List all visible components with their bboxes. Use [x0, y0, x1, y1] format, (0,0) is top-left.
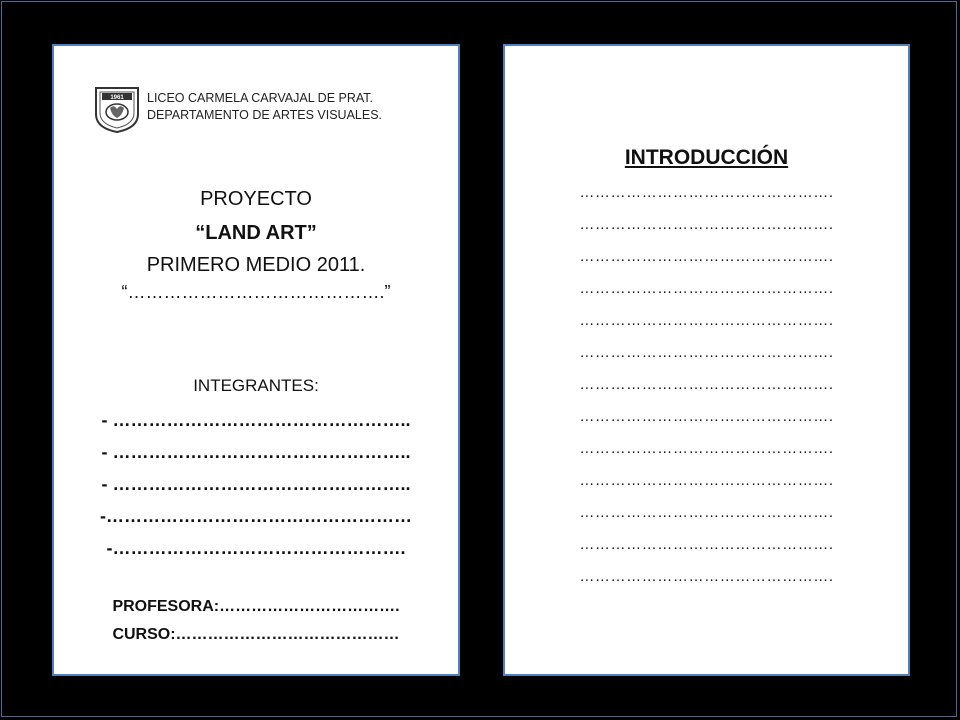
teacher-line: PROFESORA:…………………………….: [112, 598, 400, 615]
school-name: LICEO CARMELA CARVAJAL DE PRAT.: [147, 91, 373, 105]
members-label: INTEGRANTES:: [193, 376, 319, 395]
intro-line-12: ………………………………………….: [579, 536, 834, 553]
school-header: [147, 90, 382, 124]
intro-line-1: ………………………………………….: [579, 184, 834, 201]
project-name: “LAND ART”: [195, 222, 317, 244]
school-crest-icon: [92, 84, 142, 134]
subtitle-placeholder: “…………………………………….”: [121, 282, 391, 302]
intro-line-5: ………………………………………….: [579, 312, 834, 329]
intro-line-2: ………………………………………….: [579, 216, 834, 233]
member-line-1: - …………………………………………..: [101, 410, 411, 430]
intro-line-9: ………………………………………….: [579, 440, 834, 457]
member-line-5: -………………………………………….: [106, 538, 406, 558]
member-line-2: - …………………………………………..: [101, 442, 411, 462]
department-name: DEPARTAMENTO DE ARTES VISUALES.: [147, 108, 383, 122]
introduction-title: INTRODUCCIÓN: [624, 146, 789, 169]
intro-line-11: ………………………………………….: [579, 504, 834, 521]
introduction-page: [503, 44, 910, 676]
intro-line-4: ………………………………………….: [579, 280, 834, 297]
crest-year: 1961: [110, 95, 124, 101]
project-label: PROYECTO: [200, 188, 312, 210]
intro-line-7: ………………………………………….: [579, 376, 834, 393]
member-line-4: -……………………………………………: [100, 506, 412, 526]
cover-page: [52, 44, 460, 676]
intro-line-10: ………………………………………….: [579, 472, 834, 489]
intro-line-13: ………………………………………….: [579, 568, 834, 585]
intro-line-3: ………………………………………….: [579, 248, 834, 265]
grade-year: PRIMERO MEDIO 2011.: [146, 254, 366, 276]
intro-line-8: ………………………………………….: [579, 408, 834, 425]
member-line-3: - …………………………………………..: [101, 474, 411, 494]
course-line: CURSO:……………………………………: [112, 626, 400, 643]
intro-line-6: ………………………………………….: [579, 344, 834, 361]
